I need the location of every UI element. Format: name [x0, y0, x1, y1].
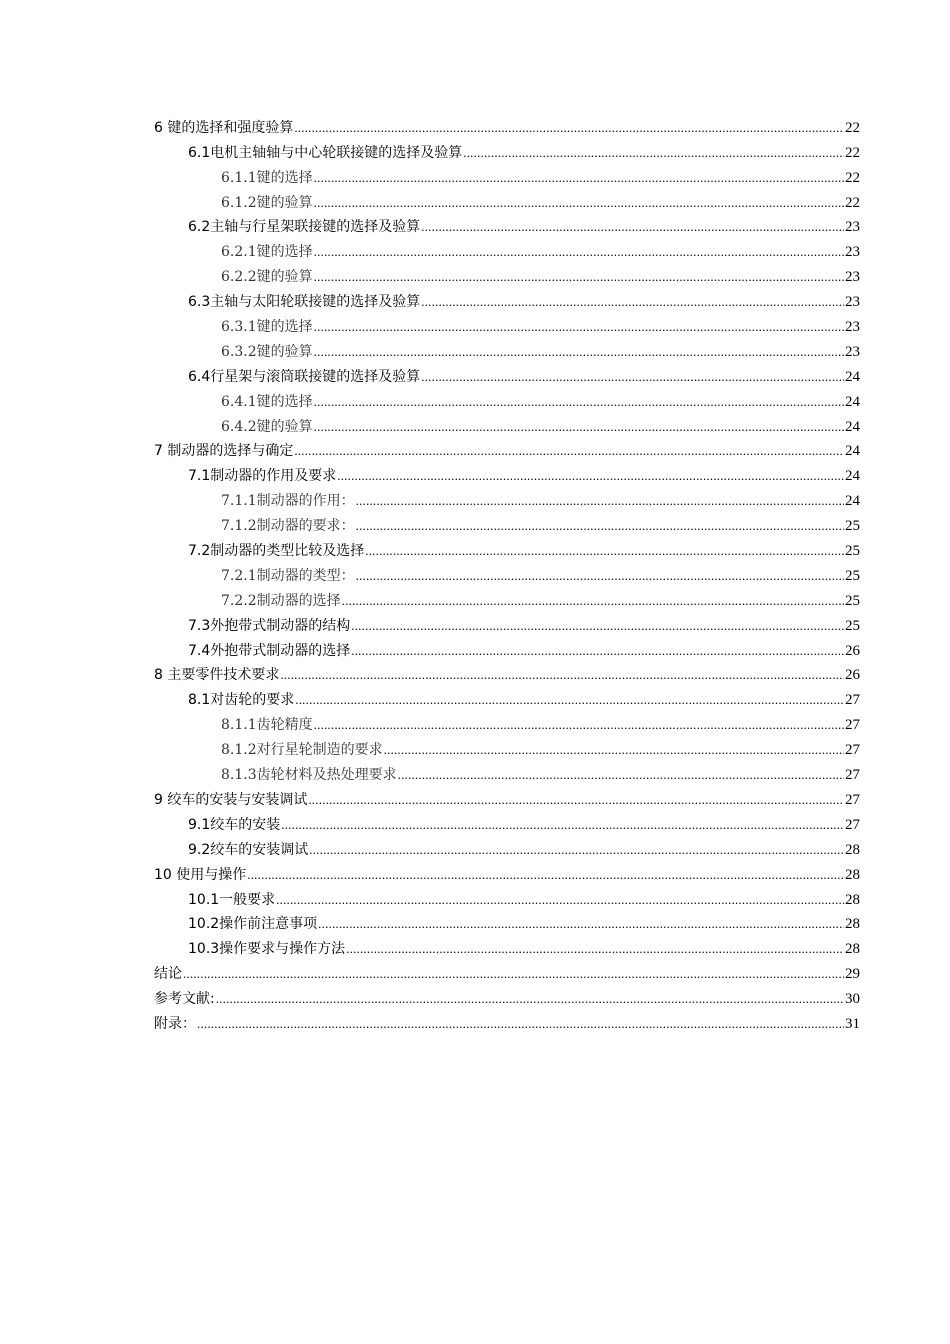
toc-entry-label: 6.2.2键的验算 — [221, 269, 313, 286]
toc-dot-leader — [356, 492, 844, 510]
toc-page-number: 30 — [845, 991, 860, 1008]
toc-dot-leader — [308, 791, 844, 809]
toc-dot-leader — [309, 841, 844, 859]
toc-entry[interactable] — [154, 709, 860, 734]
toc-entry[interactable] — [154, 660, 860, 685]
toc-dot-leader — [294, 442, 844, 460]
toc-dot-leader — [314, 243, 844, 261]
toc-page-number: 24 — [845, 443, 860, 460]
toc-page-number: 27 — [845, 767, 860, 784]
toc-dot-leader — [183, 965, 844, 983]
toc-entry-label: 9 绞车的安装与安装调试 — [154, 791, 308, 808]
toc-entry[interactable] — [154, 460, 860, 485]
toc-dot-leader — [280, 666, 844, 684]
toc-entry-label: 10 使用与操作 — [154, 866, 247, 883]
toc-entry-label: 6 键的选择和强度验算 — [154, 119, 294, 136]
toc-dot-leader — [314, 194, 844, 212]
toc-page-number: 25 — [845, 518, 860, 535]
toc-entry[interactable] — [154, 933, 860, 958]
toc-entry[interactable] — [154, 734, 860, 759]
toc-entry-label: 7.2.1制动器的类型： — [221, 567, 355, 584]
toc-entry[interactable] — [154, 560, 860, 585]
toc-page-number: 23 — [845, 294, 860, 311]
toc-entry-label: 10.2操作前注意事项 — [188, 916, 318, 933]
toc-page-number: 23 — [845, 219, 860, 236]
toc-entry-label: 附录： — [154, 1015, 196, 1032]
toc-entry-label: 7.4外抱带式制动器的选择 — [188, 642, 351, 659]
toc-entry[interactable] — [154, 187, 860, 212]
toc-page-number: 28 — [845, 866, 860, 883]
toc-dot-leader — [421, 218, 844, 236]
toc-entry[interactable] — [154, 684, 860, 709]
toc-dot-leader — [365, 542, 844, 560]
toc-entry-label: 10.3操作要求与操作方法 — [188, 941, 346, 958]
toc-entry-label: 8 主要零件技术要求 — [154, 667, 280, 684]
toc-dot-leader — [314, 393, 844, 411]
table-of-contents — [154, 112, 860, 1033]
toc-page-number: 22 — [845, 119, 860, 136]
toc-entry-label: 8.1.2对行星轮制造的要求 — [221, 742, 383, 759]
toc-entry[interactable] — [154, 909, 860, 934]
toc-entry[interactable] — [154, 535, 860, 560]
toc-dot-leader — [384, 741, 844, 759]
toc-entry-label: 7.3外抱带式制动器的结构 — [188, 617, 351, 634]
toc-page-number: 24 — [845, 493, 860, 510]
toc-page-number: 28 — [845, 891, 860, 908]
toc-entry[interactable] — [154, 162, 860, 187]
toc-entry[interactable] — [154, 286, 860, 311]
toc-entry[interactable] — [154, 859, 860, 884]
toc-page-number: 23 — [845, 343, 860, 360]
toc-entry[interactable] — [154, 834, 860, 859]
toc-page-number: 28 — [845, 941, 860, 958]
toc-entry-label: 7.2制动器的类型比较及选择 — [188, 543, 365, 560]
toc-entry-label: 6.3主轴与太阳轮联接键的选择及验算 — [188, 294, 421, 311]
toc-entry[interactable] — [154, 784, 860, 809]
toc-entry-label: 10.1一般要求 — [188, 891, 276, 908]
toc-dot-leader — [247, 866, 844, 884]
toc-dot-leader — [346, 940, 844, 958]
toc-page-number: 25 — [845, 567, 860, 584]
toc-entry-label: 6.2.1键的选择 — [221, 244, 313, 261]
toc-dot-leader — [463, 144, 844, 162]
toc-entry[interactable] — [154, 236, 860, 261]
toc-page-number: 26 — [845, 642, 860, 659]
toc-page-number: 25 — [845, 592, 860, 609]
toc-entry-label: 6.1电机主轴轴与中心轮联接键的选择及验算 — [188, 144, 463, 161]
toc-entry-label: 9.1绞车的安装 — [188, 816, 281, 833]
toc-entry[interactable] — [154, 983, 860, 1008]
toc-dot-leader — [421, 293, 844, 311]
toc-entry-label: 8.1.3齿轮材料及热处理要求 — [221, 767, 397, 784]
toc-entry[interactable] — [154, 585, 860, 610]
toc-entry[interactable] — [154, 759, 860, 784]
toc-entry-label: 6.4.1键的选择 — [221, 393, 313, 410]
toc-entry[interactable] — [154, 958, 860, 983]
toc-dot-leader — [351, 617, 844, 635]
toc-entry[interactable] — [154, 510, 860, 535]
toc-entry-label: 6.1.2键的验算 — [221, 194, 313, 211]
toc-page-number: 28 — [845, 841, 860, 858]
toc-dot-leader — [294, 119, 844, 137]
toc-entry-label: 6.1.1键的选择 — [221, 169, 313, 186]
toc-page-number: 31 — [845, 1015, 860, 1032]
toc-dot-leader — [318, 915, 844, 933]
toc-page-number: 23 — [845, 244, 860, 261]
toc-entry-label: 8.1对齿轮的要求 — [188, 692, 295, 709]
toc-page-number: 22 — [845, 194, 860, 211]
toc-page-number: 25 — [845, 543, 860, 560]
toc-page-number: 26 — [845, 667, 860, 684]
toc-entry-label: 6.3.2键的验算 — [221, 343, 313, 360]
toc-page-number: 24 — [845, 393, 860, 410]
toc-entry[interactable] — [154, 361, 860, 386]
toc-entry[interactable] — [154, 336, 860, 361]
toc-page-number: 27 — [845, 717, 860, 734]
toc-entry[interactable] — [154, 212, 860, 237]
toc-dot-leader — [281, 816, 844, 834]
toc-page-number: 27 — [845, 692, 860, 709]
toc-page-number: 22 — [845, 144, 860, 161]
toc-dot-leader — [356, 567, 844, 585]
toc-dot-leader — [314, 418, 844, 436]
toc-dot-leader — [351, 642, 844, 660]
toc-entry[interactable] — [154, 311, 860, 336]
toc-entry[interactable] — [154, 261, 860, 286]
toc-dot-leader — [314, 318, 844, 336]
toc-entry[interactable] — [154, 411, 860, 436]
toc-dot-leader — [197, 1015, 844, 1033]
toc-entry[interactable] — [154, 137, 860, 162]
toc-page-number: 27 — [845, 816, 860, 833]
toc-dot-leader — [398, 766, 844, 784]
toc-dot-leader — [216, 990, 844, 1008]
toc-page-number: 29 — [845, 966, 860, 983]
toc-page-number: 24 — [845, 368, 860, 385]
toc-dot-leader — [421, 368, 844, 386]
toc-entry-label: 6.3.1键的选择 — [221, 319, 313, 336]
toc-entry-label: 参考文献: — [154, 991, 215, 1008]
toc-dot-leader — [295, 691, 844, 709]
toc-entry-label: 7 制动器的选择与确定 — [154, 443, 294, 460]
toc-entry-label: 7.2.2制动器的选择 — [221, 592, 341, 609]
toc-page-number: 27 — [845, 791, 860, 808]
toc-entry-label: 6.2主轴与行星架联接键的选择及验算 — [188, 219, 421, 236]
toc-page-number: 22 — [845, 169, 860, 186]
toc-entry[interactable] — [154, 884, 860, 909]
toc-page-number: 24 — [845, 418, 860, 435]
toc-page-number: 28 — [845, 916, 860, 933]
toc-entry-label: 9.2绞车的安装调试 — [188, 841, 309, 858]
toc-page-number: 23 — [845, 319, 860, 336]
toc-entry[interactable] — [154, 635, 860, 660]
toc-page-number: 23 — [845, 269, 860, 286]
toc-entry-label: 结论 — [154, 966, 182, 983]
toc-page-number: 24 — [845, 468, 860, 485]
toc-entry-label: 6.4行星架与滚筒联接键的选择及验算 — [188, 368, 421, 385]
toc-page-number: 27 — [845, 742, 860, 759]
toc-entry[interactable] — [154, 112, 860, 137]
toc-dot-leader — [314, 343, 844, 361]
toc-entry-label: 8.1.1齿轮精度 — [221, 717, 313, 734]
toc-dot-leader — [314, 716, 844, 734]
toc-dot-leader — [314, 268, 844, 286]
toc-dot-leader — [342, 592, 844, 610]
toc-entry-label: 7.1.2制动器的要求： — [221, 518, 355, 535]
toc-entry[interactable] — [154, 1008, 860, 1033]
toc-page-number: 25 — [845, 617, 860, 634]
toc-dot-leader — [276, 891, 844, 909]
toc-dot-leader — [337, 467, 844, 485]
toc-entry-label: 7.1制动器的作用及要求 — [188, 468, 337, 485]
toc-entry-label: 7.1.1制动器的作用： — [221, 493, 355, 510]
toc-entry[interactable] — [154, 809, 860, 834]
toc-entry[interactable] — [154, 436, 860, 461]
toc-entry-label: 6.4.2键的验算 — [221, 418, 313, 435]
toc-dot-leader — [314, 169, 844, 187]
toc-entry[interactable] — [154, 610, 860, 635]
toc-entry[interactable] — [154, 386, 860, 411]
toc-entry[interactable] — [154, 485, 860, 510]
toc-dot-leader — [356, 517, 844, 535]
